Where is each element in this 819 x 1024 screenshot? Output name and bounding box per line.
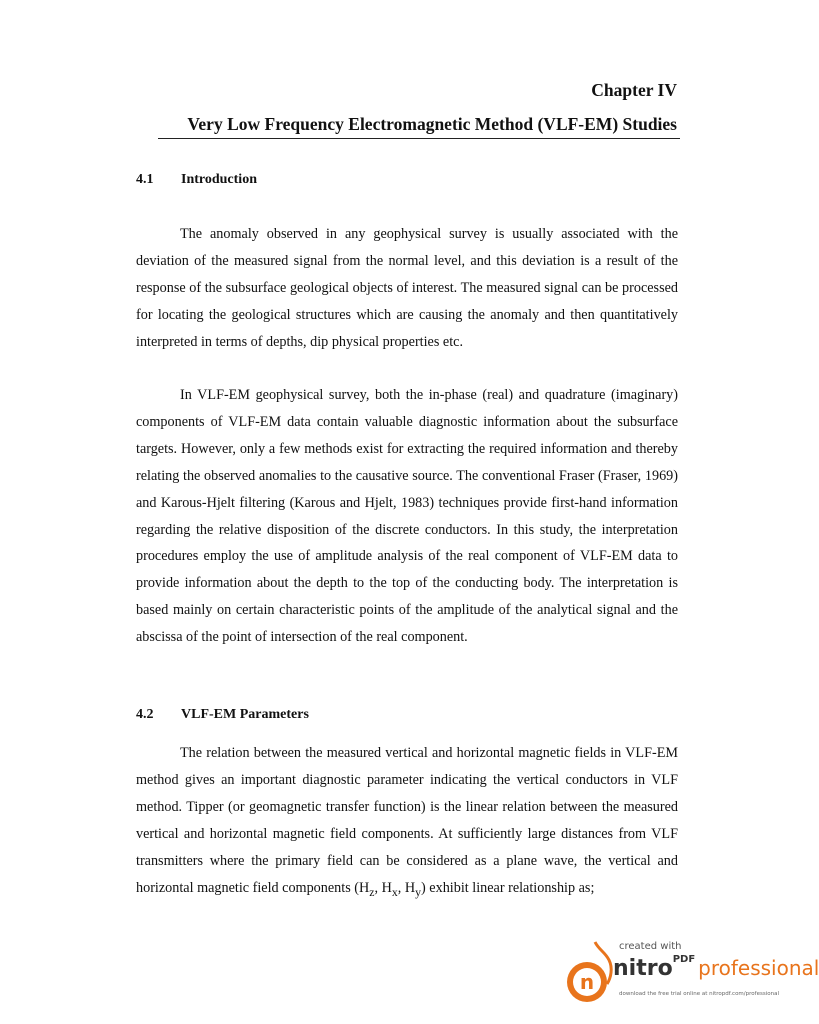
paragraph-3 xyxy=(136,740,678,905)
title-underline xyxy=(158,138,680,139)
paragraph-3-tail: ) exhibit linear relationship as; xyxy=(421,879,595,896)
chapter-title: Very Low Frequency Electromagnetic Method (VLF-EM) Studies xyxy=(187,114,677,134)
subscript-y: y xyxy=(415,884,422,899)
subscript-z: z xyxy=(369,884,375,899)
comma: , xyxy=(397,879,405,896)
nitro-watermark xyxy=(565,940,819,1006)
paragraph-2: In VLF-EM geophysical survey, both the in-phase (real) and quadrature (imaginary) components of VLF-EM data contain valuable diagnostic information about the subsurface targets. However, only a few methods exist for extracting the required information and thereby relating the observed anomalies to the causative source. The conventional Fraser (Fraser, 1969) and Karous-Hjelt filtering (Karous and Hjelt, 1983) techniques provide first-hand information regarding the relative disposition of the discrete conductors. In this study, the interpretation procedures employ the use of amplitude analysis of the real component of VLF-EM data to provide information about the depth to the top of the conducting body. The interpretation is based mainly on certain characteristic points of the amplitude of the analytical signal and the abscissa of the point of intersection of the real component. xyxy=(136,387,678,646)
paragraph-3-text: The relation between the measured vertical and horizontal magnetic fields in VLF-EM method gives an important diagnostic parameter indicating the vertical conductors in VLF method. Tipper (or geomagnetic transfer function) is the linear relation between the measured vertical and horizontal magnetic field components. At sufficiently large distances from VLF transmitters where the primary field can be considered as a plane wave, the vertical and horizontal magnetic field components (H xyxy=(136,745,678,896)
h-y: H xyxy=(404,879,416,896)
h-x: H xyxy=(381,879,392,896)
section-heading-4-2 xyxy=(136,707,309,723)
section-title: Introduction xyxy=(181,172,257,187)
section-heading-4-1 xyxy=(136,172,257,188)
brand-nitro: nitro xyxy=(613,956,673,981)
paragraph-1: The anomaly observed in any geophysical survey is usually associated with the deviation of the measured signal from the normal level, and this deviation is a result of the response of the subsurface geological objects of interest. The measured signal can be processed for locating the geological structures which are causing the anomaly and then quantitatively interpreted in terms of depths, dip physical properties etc. xyxy=(136,226,678,350)
watermark-created-text: created with xyxy=(619,941,682,952)
chapter-number: Chapter IV xyxy=(591,80,677,100)
section-title: VLF-EM Parameters xyxy=(181,707,309,722)
brand-edition: professional xyxy=(698,956,819,980)
watermark-brand xyxy=(613,956,819,981)
nitro-logo-icon xyxy=(565,940,613,1006)
watermark-download-text: download the free trial online at nitropdf.com/professional xyxy=(619,991,779,997)
logo-letter: n xyxy=(579,970,595,994)
section-number: 4.2 xyxy=(136,707,154,722)
brand-pdf: PDF xyxy=(672,954,696,965)
comma: , xyxy=(374,879,379,896)
section-number: 4.1 xyxy=(136,172,154,187)
subscript-x: x xyxy=(391,884,398,899)
